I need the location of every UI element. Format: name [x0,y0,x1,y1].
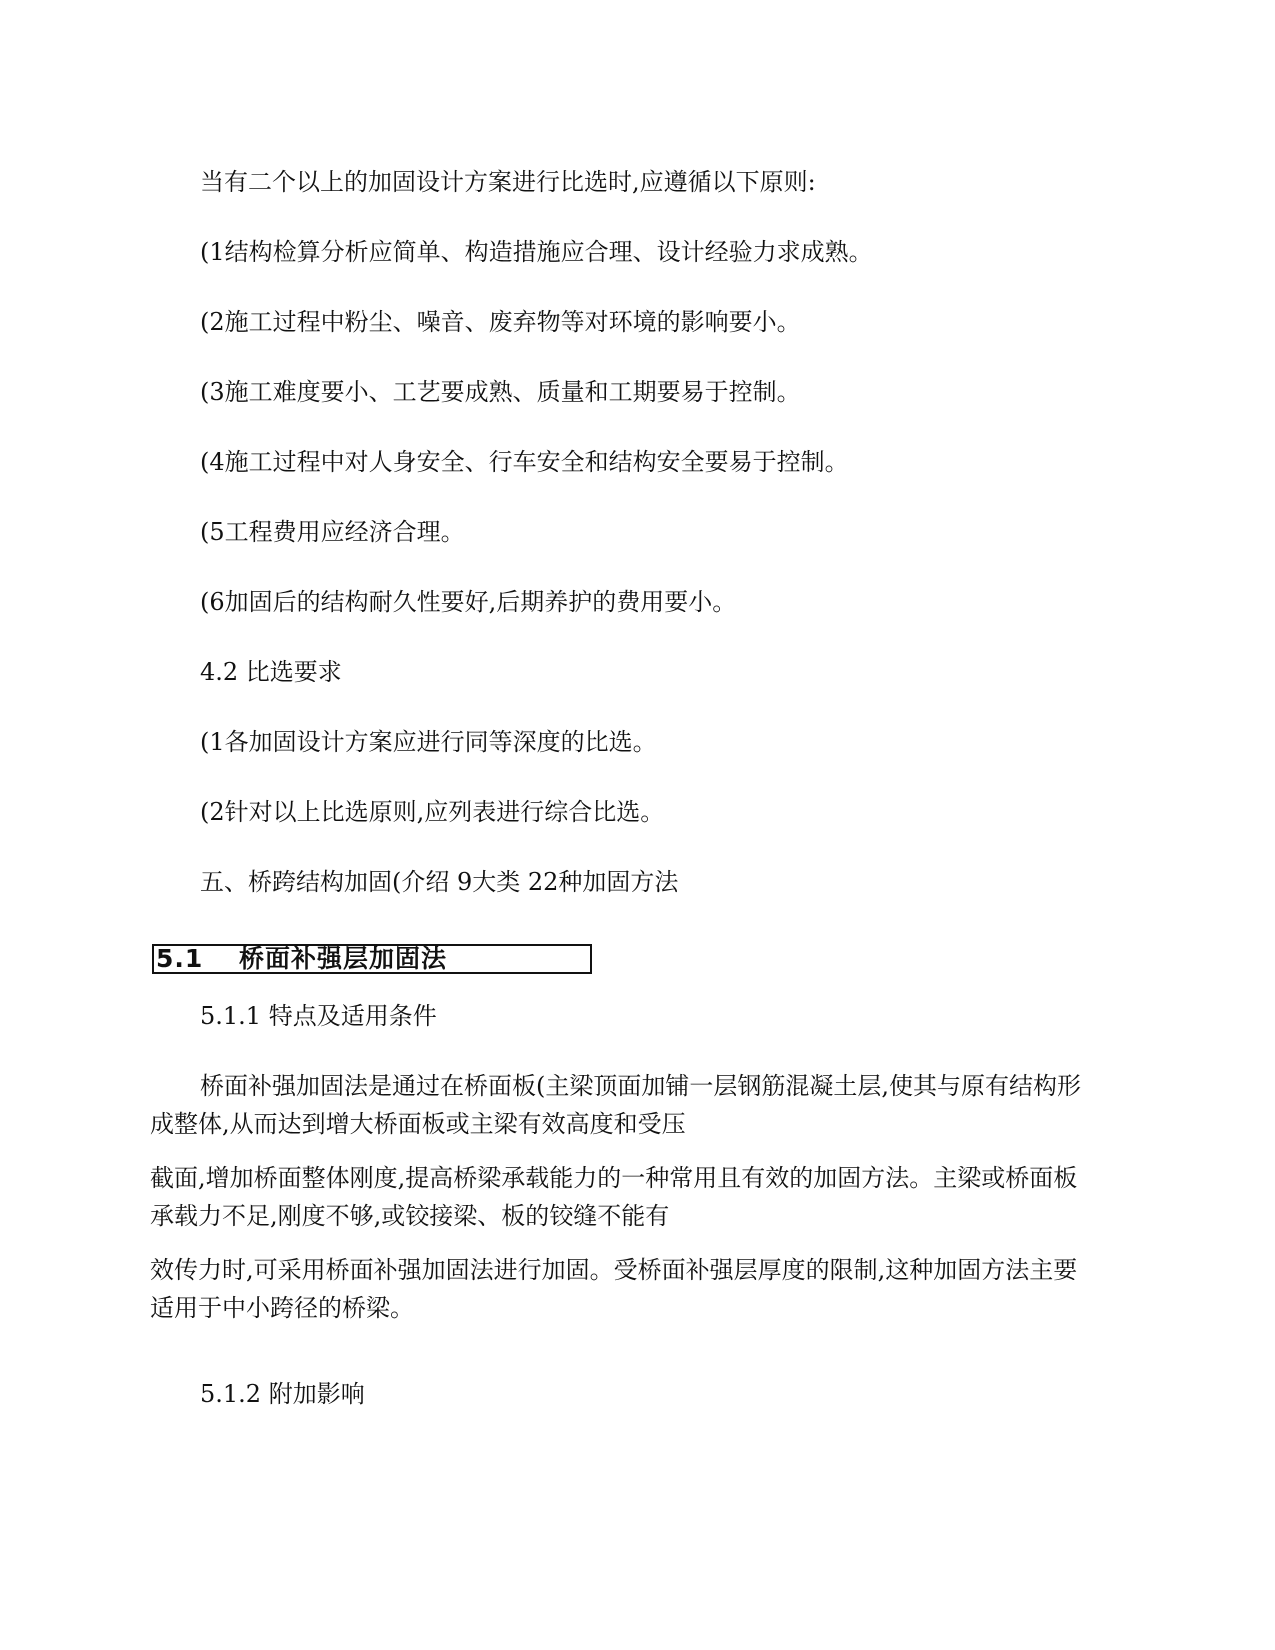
body-line-3: 截面,增加桥面整体刚度,提高桥梁承载能力的一种常用且有效的加固方法。主梁或桥面板 [150,1164,1078,1192]
principle-item-1: (1结构检算分析应简单、构造措施应合理、设计经验力求成熟。 [200,238,873,266]
requirement-item-1: (1各加固设计方案应进行同等深度的比选。 [200,728,657,756]
principle-item-4: (4施工过程中对人身安全、行车安全和结构安全要易于控制。 [200,448,849,476]
section-4-2-heading: 4.2 比选要求 [200,658,342,686]
section-5-1-1-heading: 5.1.1 特点及适用条件 [200,1002,437,1030]
body-line-1: 桥面补强加固法是通过在桥面板(主梁顶面加铺一层钢筋混凝土层,使其与原有结构形 [200,1072,1081,1100]
principle-item-3: (3施工难度要小、工艺要成熟、质量和工期要易于控制。 [200,378,801,406]
principle-item-6: (6加固后的结构耐久性要好,后期养护的费用要小。 [200,588,737,616]
principle-item-2: (2施工过程中粉尘、噪音、废弃物等对环境的影响要小。 [200,308,801,336]
chapter-5-heading: 五、桥跨结构加固(介绍 9大类 22种加固方法 [200,868,679,896]
body-line-6: 适用于中小跨径的桥梁。 [150,1294,414,1322]
section-5-1-boxed-heading: 5.1 桥面补强层加固法 [152,944,592,974]
body-line-2: 成整体,从而达到增大桥面板或主梁有效高度和受压 [150,1110,686,1138]
principle-item-5: (5工程费用应经济合理。 [200,518,465,546]
body-line-4: 承载力不足,刚度不够,或铰接梁、板的铰缝不能有 [150,1202,670,1230]
section-5-1-2-heading: 5.1.2 附加影响 [200,1380,365,1408]
requirement-item-2: (2针对以上比选原则,应列表进行综合比选。 [200,798,665,826]
principle-intro: 当有二个以上的加固设计方案进行比选时,应遵循以下原则: [200,168,816,196]
body-line-5: 效传力时,可采用桥面补强加固法进行加固。受桥面补强层厚度的限制,这种加固方法主要 [150,1256,1078,1284]
